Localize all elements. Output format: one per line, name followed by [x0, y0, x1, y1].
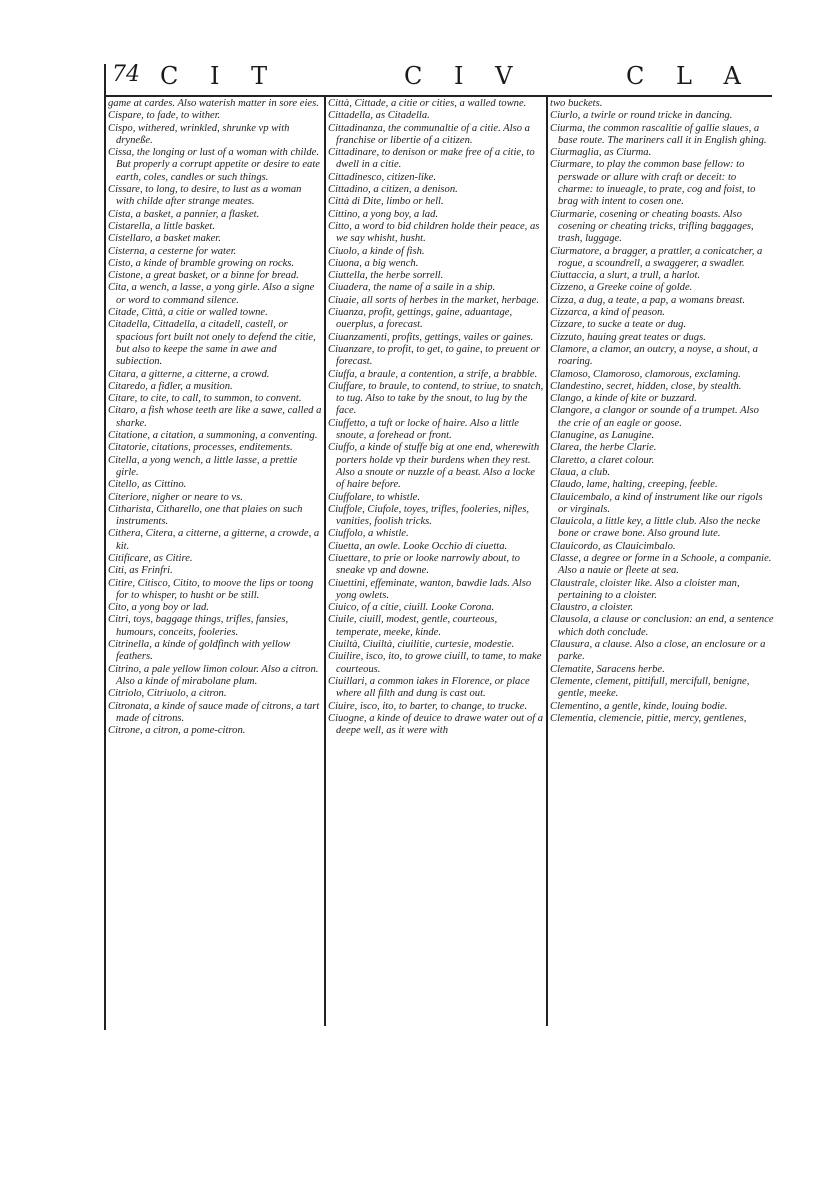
dictionary-entry: Ciuttella, the herbe sorrell. — [328, 270, 444, 282]
dictionary-entry: Citrinella, a kinde of goldfinch with yellow feathers. — [108, 639, 291, 663]
dictionary-entry: Citadella, Cittadella, a citadell, castell, or spacious fort built not onely to defend the citie, but also to keepe the same in awe and subiection. — [108, 319, 316, 368]
dictionary-entry: Cissare, to long, to desire, to lust as a woman with childe after strange meates. — [108, 184, 302, 208]
dictionary-entry: Clandestino, secret, hidden, close, by stealth. — [550, 380, 742, 392]
dictionary-entry: Citrino, a pale yellow limon colour. Also a citron. Also a kinde of mirabolane plum. — [108, 663, 319, 687]
column-middle — [328, 98, 544, 737]
dictionary-entry: Ciurmarie, cosening or cheating boasts. Also cosening or cheating tricks, trifling baggages, trash, luggage. — [550, 208, 754, 245]
dictionary-entry: Cizzarca, a kind of peason. — [550, 307, 665, 319]
page-header — [104, 62, 774, 96]
dictionary-entry: Clangore, a clangor or sounde of a trumpet. Also the crie of an eagle or goose. — [550, 405, 759, 429]
dictionary-entry: Cizzare, to sucke a teate or dug. — [550, 319, 687, 331]
dictionary-entry: Ciuilire, isco, ito, to growe ciuill, to tame, to make courteous. — [328, 651, 542, 675]
dictionary-entry: Cittadinare, to denison or make free of a citie, to dwell in a citie. — [328, 147, 535, 171]
dictionary-entry: Ciuettini, effeminate, wanton, bawdie lads. Also yong owlets. — [328, 577, 532, 601]
dictionary-entry: Clarea, the herbe Clarie. — [550, 442, 657, 454]
dictionary-entry: Claudo, lame, halting, creeping, feeble. — [550, 479, 718, 491]
column-heading-right: C L A — [626, 62, 753, 90]
dictionary-entry: Citaredo, a fidler, a musition. — [108, 380, 233, 392]
dictionary-entry: Cittadinanza, the communaltie of a citie. Also a franchise or libertie of a citizen. — [328, 122, 530, 146]
dictionary-entry: Classe, a degree or forme in a Schoole, a companie. Also a nauie or fleete at sea. — [550, 552, 772, 577]
dictionary-entry: Ciuiltà, Ciuiltà, ciuilitie, curtesie, modestie. — [328, 639, 515, 651]
column-divider-2 — [546, 96, 548, 1026]
dictionary-entry: Cispare, to fade, to wither. — [108, 110, 221, 122]
dictionary-entry: Ciuadera, the name of a saile in a ship. — [328, 282, 496, 294]
header-rule — [104, 95, 772, 97]
dictionary-entry: Cithera, Citera, a citterne, a gitterne, a crowde, a kit. — [108, 528, 320, 552]
dictionary-entry: Claua, a club. — [550, 466, 611, 478]
dictionary-entry: Cittadella, as Citadella. — [328, 110, 430, 122]
dictionary-entry: game at cardes. Also waterish matter in sore eies. — [108, 98, 319, 109]
dictionary-entry: Clementino, a gentle, kinde, louing bodie. — [550, 700, 728, 712]
left-border-rule — [104, 64, 106, 1030]
dictionary-entry: Cistellaro, a basket maker. — [108, 233, 221, 245]
dictionary-entry: Cista, a basket, a pannier, a flasket. — [108, 208, 260, 220]
dictionary-entry: Ciuanza, profit, gettings, gaine, aduantage, ouerplus, a forecast. — [328, 307, 513, 331]
dictionary-entry: Cisto, a kinde of bramble growing on rocks. — [108, 257, 295, 269]
dictionary-entry: Ciurlo, a twirle or round tricke in dancing. — [550, 110, 733, 122]
dictionary-entry: Clementia, clemencie, pittie, mercy, gentlenes, — [550, 712, 747, 724]
dictionary-entry: Clauicola, a little key, a little club. Also the necke bone or crawe bone. Also ground lute. — [550, 516, 761, 540]
dictionary-entry: Claustrale, cloister like. Also a cloister man, pertaining to a cloister. — [550, 577, 740, 601]
dictionary-entry: Ciuttaccia, a slurt, a trull, a harlot. — [550, 270, 701, 282]
dictionary-entry: Ciurma, the common rascalitie of gallie slaues, a base route. The mariners call it in English ghing. — [550, 122, 767, 146]
dictionary-entry: Ciuffolare, to whistle. — [328, 491, 421, 503]
dictionary-entry: Cistone, a great basket, or a binne for bread. — [108, 270, 299, 282]
dictionary-entry: Cizza, a dug, a teate, a pap, a womans breast. — [550, 294, 746, 306]
dictionary-entry: Ciuffolo, a whistle. — [328, 528, 409, 540]
dictionary-entry: Cizzeno, a Greeke coine of golde. — [550, 282, 693, 294]
dictionary-entry: Citharista, Citharello, one that plaies on such instruments. — [108, 503, 303, 528]
dictionary-entry: Cittadino, a citizen, a denison. — [328, 184, 458, 196]
dictionary-entry: Ciurmaglia, as Ciurma. — [550, 147, 652, 159]
dictionary-entry: Citire, Citisco, Citito, to moove the lips or toong for to whisper, to husht or be still. — [108, 577, 314, 601]
dictionary-entry: Cittino, a yong boy, a lad. — [328, 208, 439, 220]
dictionary-entry: Citatione, a citation, a summoning, a conventing. — [108, 430, 318, 442]
dictionary-entry: Clamore, a clamor, an outcry, a noyse, a shout, a roaring. — [550, 343, 758, 368]
dictionary-entry: Clango, a kinde of kite or buzzard. — [550, 393, 697, 405]
dictionary-entry: Cita, a wench, a lasse, a yong girle. Also a signe or word to command silence. — [108, 282, 315, 306]
dictionary-entry: Ciuffare, to braule, to contend, to striue, to snatch, to tug. Also to take by the snout, to lug by the face. — [328, 380, 544, 417]
dictionary-entry: Claustro, a cloister. — [550, 602, 634, 614]
dictionary-entry: Citto, a word to bid children holde their peace, as we say whisht, husht. — [328, 220, 540, 245]
column-left — [108, 98, 322, 737]
dictionary-entry: Ciuanzamenti, profits, gettings, vailes or gaines. — [328, 331, 534, 343]
dictionary-entry: Clamoso, Clamoroso, clamorous, exclaming. — [550, 368, 741, 380]
dictionary-entry: Clauicembalo, a kind of instrument like our rigols or virginals. — [550, 491, 763, 515]
dictionary-entry: Clauicordo, as Clauicimbalo. — [550, 540, 676, 552]
dictionary-entry: Ciuaie, all sorts of herbes in the market, herbage. — [328, 294, 539, 306]
dictionary-entry: Citri, toys, baggage things, trifles, fansies, humours, conceits, fooleries. — [108, 614, 289, 638]
dictionary-entry: Ciuffole, Ciufole, toyes, trifles, fooleries, nifles, vanities, foolish tricks. — [328, 503, 529, 528]
dictionary-entry: Ciuolo, a kinde of fish. — [328, 245, 425, 257]
dictionary-entry: Citella, a yong wench, a little lasse, a prettie girle. — [108, 454, 298, 478]
page-number: 74 — [112, 62, 140, 87]
dictionary-entry: Citello, as Cittino. — [108, 479, 187, 491]
dictionary-entry: Citade, Città, a citie or walled towne. — [108, 307, 268, 319]
dictionary-entry: Clanugine, as Lanugine. — [550, 430, 655, 442]
dictionary-entry: Citeriore, nigher or neare to vs. — [108, 491, 243, 503]
dictionary-entry: Cizzuto, hauing great teates or dugs. — [550, 331, 706, 343]
dictionary-entry: Ciurmare, to play the common base fellow: to perswade or allure with craft or deceit: to charme: to inueagle, to prate, cog and foist, to brag with intent to cosen one. — [550, 159, 756, 208]
dictionary-entry: Citrone, a citron, a pome-citron. — [108, 725, 246, 737]
dictionary-entry: Citare, to cite, to call, to summon, to convent. — [108, 393, 302, 405]
dictionary-entry: Citaro, a fish whose teeth are like a sawe, called a sharke. — [108, 405, 322, 429]
dictionary-entry: Cispo, withered, wrinkled, shrunke vp with dryneße. — [108, 122, 290, 146]
dictionary-entry: Citara, a gitterne, a citterne, a crowd. — [108, 368, 270, 380]
dictionary-entry: Ciuogne, a kinde of deuice to drawe water out of a deepe well, as it were with — [328, 712, 544, 737]
dictionary-entry: Ciuillari, a common iakes in Florence, or place where all filth and dung is cast out. — [328, 675, 530, 700]
dictionary-entry: Cistarella, a little basket. — [108, 220, 216, 232]
column-heading-middle: C I V — [404, 62, 525, 90]
column-heading-left: C I T — [160, 62, 280, 90]
dictionary-entry: Clausola, a clause or conclusion: an end, a sentence which doth conclude. — [550, 614, 774, 638]
dictionary-entry: Città, Cittade, a citie or cities, a walled towne. — [328, 98, 527, 109]
dictionary-entry: Citriolo, Citriuolo, a citron. — [108, 688, 227, 700]
dictionary-entry: Citi, as Frinfri. — [108, 565, 173, 577]
dictionary-entry: Città di Dite, limbo or hell. — [328, 196, 444, 208]
dictionary-entry: Clausura, a clause. Also a close, an enclosure or a parke. — [550, 639, 766, 663]
dictionary-entry: Ciuire, isco, ito, to barter, to change, to trucke. — [328, 700, 528, 712]
column-right — [550, 98, 774, 725]
dictionary-entry: Citronata, a kinde of sauce made of citrons, a tart made of citrons. — [108, 700, 320, 724]
dictionary-entry: Cittadinesco, citizen-like. — [328, 171, 436, 183]
dictionary-entry: Ciuetta, an owle. Looke Occhio di ciuetta. — [328, 540, 508, 552]
dictionary-entry: Cisterna, a cesterne for water. — [108, 245, 237, 257]
dictionary-entry: Ciuile, ciuill, modest, gentle, courteous, temperate, meeke, kinde. — [328, 614, 498, 638]
dictionary-entry: Ciurmatore, a bragger, a prattler, a conicatcher, a rogue, a scoundrell, a swaggerer, a swadler. — [550, 245, 763, 269]
dictionary-entry: Ciuanzare, to profit, to get, to gaine, to preuent or forecast. — [328, 343, 541, 368]
dictionary-entry: Ciuettare, to prie or looke narrowly about, to sneake vp and downe. — [328, 552, 520, 577]
dictionary-entry: Ciuffetto, a tuft or locke of haire. Also a little snoute, a forehead or front. — [328, 417, 519, 442]
dictionary-entry: Clemente, clement, pittifull, mercifull, benigne, gentle, meeke. — [550, 675, 750, 700]
dictionary-entry: Ciuona, a big wench. — [328, 257, 419, 269]
dictionary-entry: Ciuffa, a braule, a contention, a strife, a brabble. — [328, 368, 538, 380]
dictionary-entry: Clematite, Saracens herbe. — [550, 663, 665, 675]
dictionary-entry: two buckets. — [550, 98, 603, 109]
dictionary-entry: Cito, a yong boy or lad. — [108, 602, 209, 614]
dictionary-entry: Ciuffo, a kinde of stuffe big at one end, wherewith porters holde vp their burdens when they rest. Also a snoute or nuzzle of a beast. Also a locke of haire before. — [328, 442, 540, 491]
dictionary-entry: Cissa, the longing or lust of a woman with childe. But properly a corrupt appetite or desire to eate earth, coles, candles or such things. — [108, 147, 320, 183]
column-divider-1 — [324, 96, 326, 1026]
dictionary-entry: Citificare, as Citire. — [108, 552, 193, 564]
dictionary-entry: Claretto, a claret colour. — [550, 454, 655, 466]
dictionary-entry: Ciuico, of a citie, ciuill. Looke Corona. — [328, 602, 495, 614]
dictionary-entry: Citatorie, citations, processes, enditements. — [108, 442, 293, 454]
